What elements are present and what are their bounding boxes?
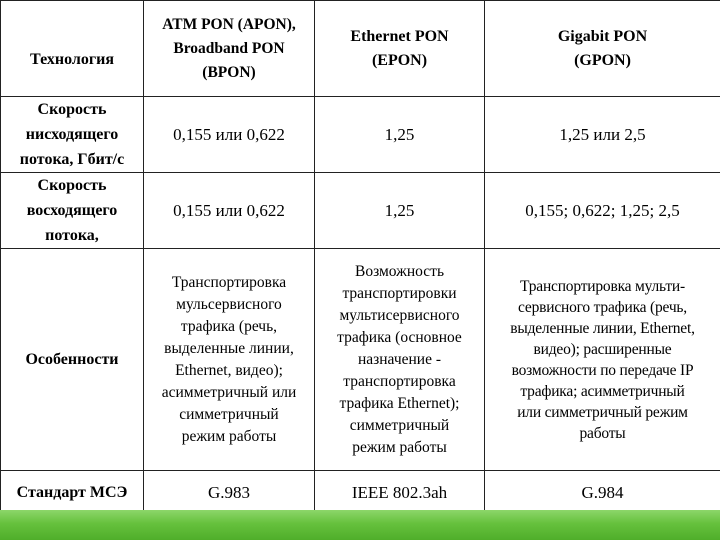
header-epon	[315, 1, 485, 97]
features-gpon-line: сервисного трафика (речь,	[518, 298, 687, 316]
downstream-epon-value: 1,25	[315, 97, 485, 173]
row-standard-label: Стандарт МСЭ	[1, 471, 144, 515]
standard-epon-value: IEEE 802.3ah	[315, 471, 485, 515]
row-standard	[1, 471, 720, 515]
row-features	[1, 249, 720, 471]
header-epon-line: (EPON)	[371, 51, 428, 69]
row-upstream-label-line: Скорость	[37, 177, 107, 194]
downstream-apon-value: 0,155 или 0,622	[144, 97, 315, 173]
row-downstream-label-line: потока, Гбит/с	[19, 151, 125, 168]
row-downstream	[1, 97, 720, 173]
features-epon-line: симметричный	[349, 416, 450, 434]
features-epon-line: Возможность	[354, 262, 445, 280]
features-epon-line: назначение -	[357, 350, 442, 368]
features-apon-line: мульсервисного	[176, 295, 282, 313]
header-gpon-line: (GPON)	[574, 51, 631, 69]
features-apon-line: выделенные линии,	[164, 339, 294, 357]
features-gpon-line: трафика; асимметричный	[520, 382, 685, 400]
row-upstream-label-line: потока,	[45, 227, 99, 244]
header-apon	[144, 1, 315, 97]
upstream-gpon-value: 0,155; 0,622; 1,25; 2,5	[485, 173, 720, 249]
features-gpon-line: или симметричный режим	[517, 403, 688, 421]
header-apon-line: Broadband PON	[173, 39, 285, 57]
features-apon-line: асимметричный или	[161, 383, 297, 401]
row-upstream-label-line: восходящего	[26, 202, 118, 219]
features-epon-line: трафика Ethernet);	[339, 394, 460, 412]
row-downstream-label-line: нисходящего	[25, 126, 119, 143]
header-gpon	[485, 1, 720, 97]
features-gpon-value	[485, 249, 720, 471]
features-epon-line: режим работы	[352, 438, 447, 456]
downstream-gpon-value: 1,25 или 2,5	[485, 97, 720, 173]
header-apon-line: ATM PON (APON),	[162, 15, 296, 33]
upstream-apon-value: 0,155 или 0,622	[144, 173, 315, 249]
features-gpon-line: выделенные линии, Ethernet,	[510, 319, 695, 337]
features-epon-line: транспортировки	[342, 284, 457, 302]
features-apon-line: трафика (речь,	[180, 317, 278, 335]
row-downstream-label	[1, 97, 144, 173]
row-upstream-label	[1, 173, 144, 249]
features-gpon-line: Транспортировка мульти-	[520, 277, 685, 295]
features-epon-value	[315, 249, 485, 471]
green-footer-band	[0, 510, 720, 540]
row-features-label: Особенности	[1, 249, 144, 471]
header-epon-line: Ethernet PON	[350, 27, 449, 45]
features-gpon-line: работы	[579, 424, 626, 442]
features-apon-line: режим работы	[181, 427, 277, 445]
header-technology-label: Технология	[30, 50, 114, 68]
features-epon-line: транспортировка	[343, 372, 456, 390]
features-epon-line: мультисервисного	[339, 306, 460, 324]
header-gpon-label	[558, 25, 647, 73]
upstream-epon-value: 1,25	[315, 173, 485, 249]
standard-gpon-value: G.984	[485, 471, 720, 515]
features-gpon-line: видео); расширенные	[533, 340, 672, 358]
row-upstream	[1, 173, 720, 249]
features-apon-value	[144, 249, 315, 471]
header-row	[1, 1, 720, 97]
header-technology	[1, 1, 144, 97]
standard-apon-value: G.983	[144, 471, 315, 515]
features-apon-line: Ethernet, видео);	[175, 361, 283, 379]
header-apon-label	[162, 13, 296, 85]
header-gpon-line: Gigabit PON	[557, 27, 648, 45]
features-epon-line: трафика (основное	[337, 328, 462, 346]
header-apon-line: (BPON)	[202, 63, 256, 81]
features-gpon-line: возможности по передаче IP	[511, 361, 694, 379]
features-apon-line: симметричный	[179, 405, 279, 423]
features-apon-line: Транспортировка	[171, 273, 287, 291]
header-epon-label	[350, 25, 448, 73]
row-downstream-label-line: Скорость	[37, 101, 107, 118]
